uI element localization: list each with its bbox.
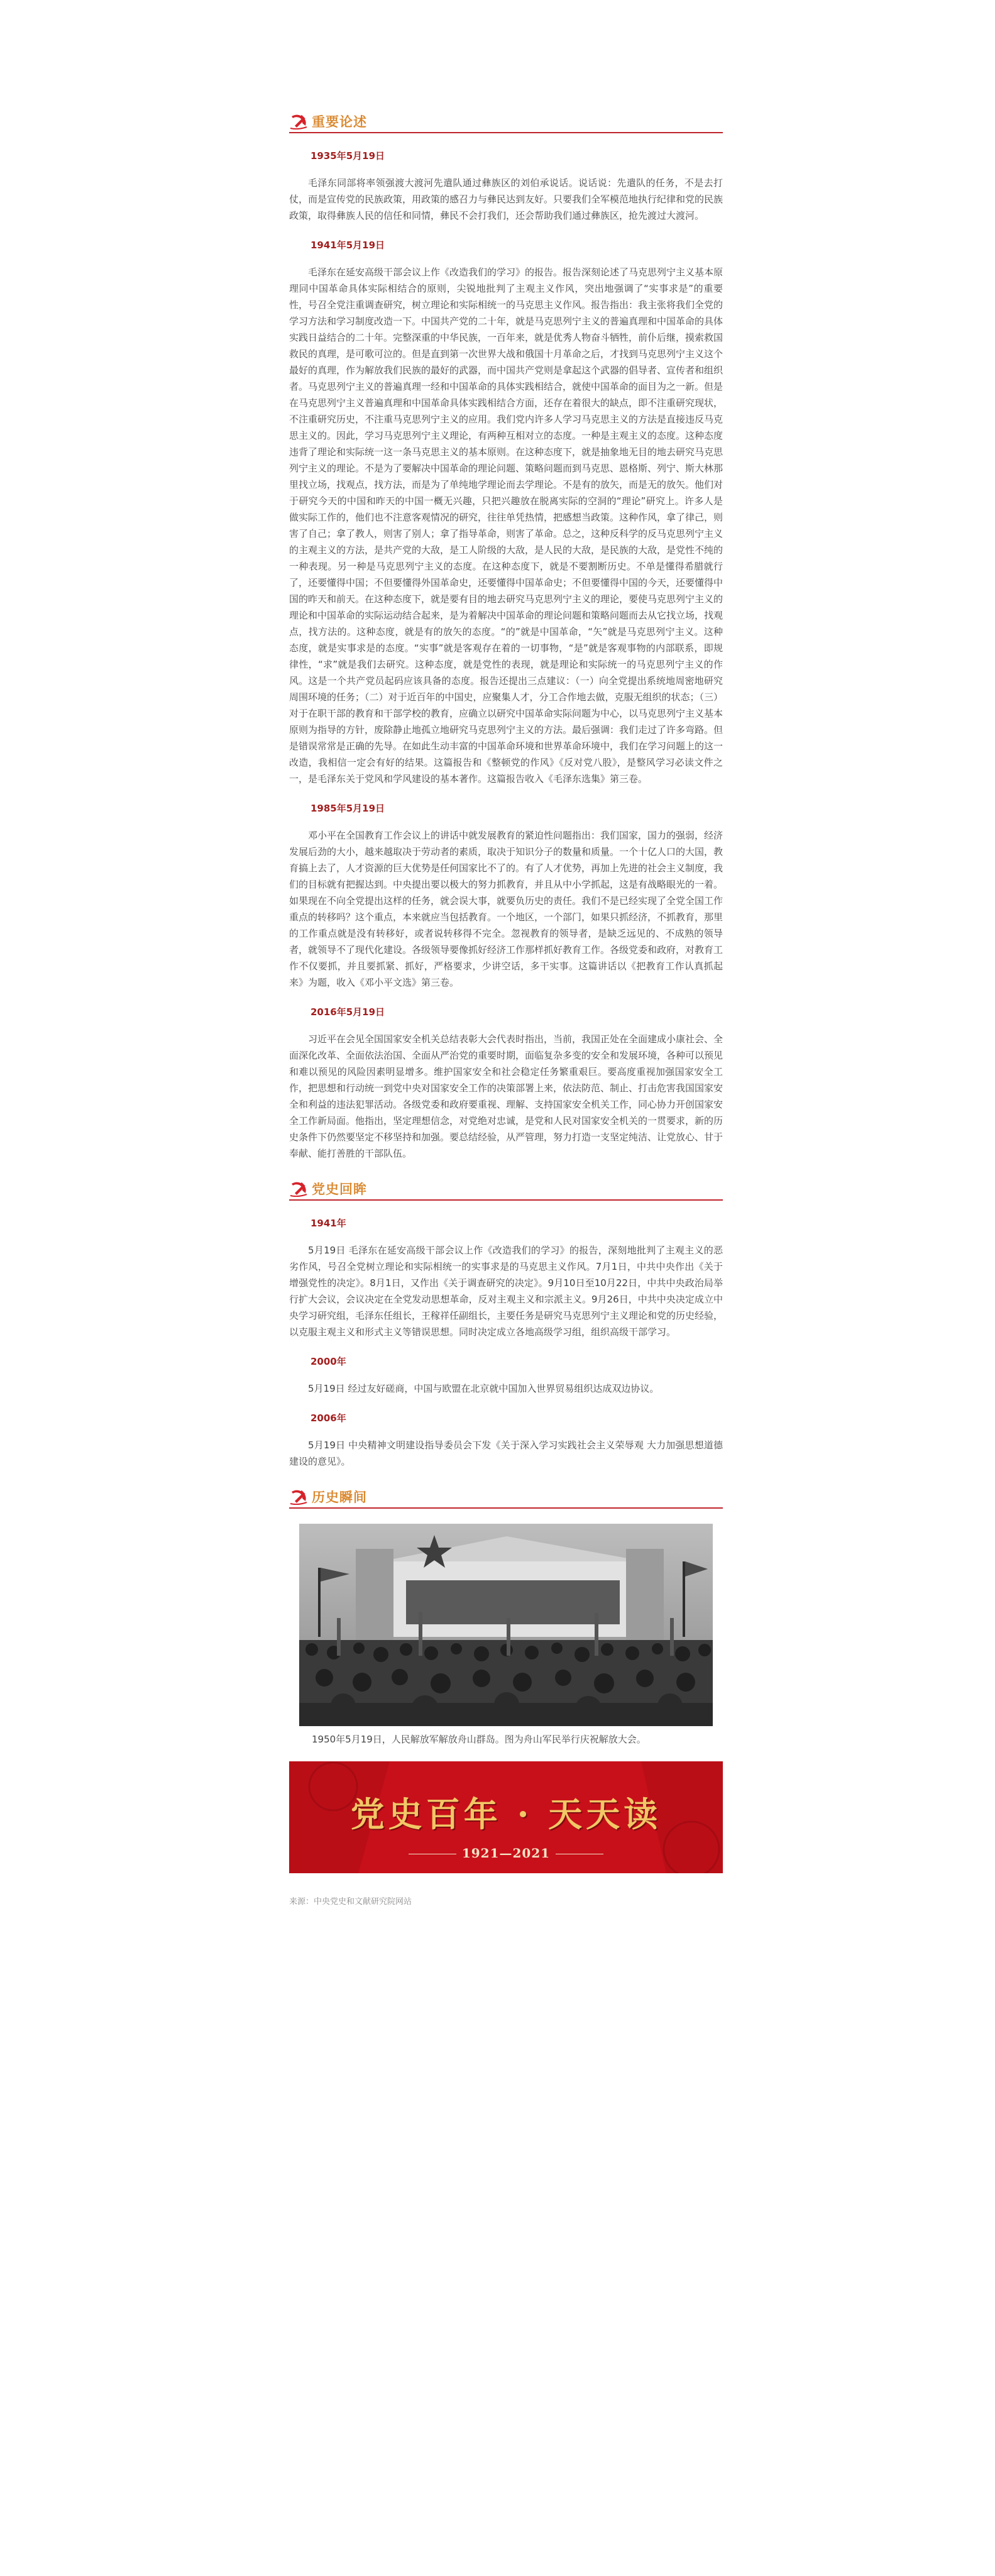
rally-photo-image: [299, 1524, 713, 1726]
entry: [289, 1006, 723, 1162]
section-header-history: [289, 1178, 723, 1202]
entry-text: 毛泽东同部将率领强渡大渡河先遣队通过彝族区的刘伯承说话。说话说：先遣队的任务，不是去打仗，而是宣传党的民族政策，用政策的感召力与彝民达到友好。只要我们全军模范地执行纪律和党的民族政策，取得彝族人民的信任和同情，彝民不会打我们，还会帮助我们通过彝族区，抢先渡过大渡河。: [289, 177, 723, 221]
photo-caption: 1950年5月19日，人民解放军解放舟山群岛。图为舟山军民举行庆祝解放大会。: [312, 1734, 646, 1745]
entry: [289, 150, 723, 224]
section-title: 重要论述: [312, 114, 367, 129]
entry-text: 习近平在会见全国国家安全机关总结表彰大会代表时指出，当前，我国正处在全面建成小康社会、全面深化改革、全面依法治国、全面从严治党的重要时期，面临复杂多变的安全和发展环境，各种可以预见和难以预见的风险因素明显增多。维护国家安全和社会稳定任务繁重艰巨。要高度重视加强国家安全工作，把思想和行动统一到党中央对国家安全工作的决策部署上来，依法防范、制止、打击危害我国国家安全和利益的违法犯罪活动。各级党委和政府要重视、理解、支持国家安全机关工作，同心协力开创国家安全工作新局面。他指出，坚定理想信念，对党绝对忠诚，是党和人民对国家安全机关的一贯要求，新的历史条件下仍然要坚定不移坚持和加强。要总结经验，从严管理，努力打造一支坚定纯洁、让党放心、甘于奉献、能打善胜的干部队伍。: [289, 1033, 723, 1159]
section-divider: [289, 132, 723, 133]
section-divider: [289, 1199, 723, 1201]
entry: [289, 1355, 723, 1397]
entry-date: 2016年5月19日: [311, 1006, 385, 1018]
entry-text: 毛泽东在延安高级干部会议上作《改造我们的学习》的报告。报告深刻论述了马克思列宁主义基本原理同中国革命具体实际相结合的原则，尖锐地批判了主观主义作风，突出地强调了“实事求是”的重要性，号召全党注重调查研究，树立理论和实际相统一的马克思主义作风。报告指出：我主张将我们全党的学习方法和学习制度改造一下。中国共产党的二十年，就是马克思列宁主义的普遍真理和中国革命的具体实践日益结合的二十年。完整深重的中华民族，一百年来，就是优秀人物奋斗牺牲，前仆后继，摸索救国救民的真理，是可歌可泣的。但是直到第一次世界大战和俄国十月革命之后，才找到马克思列宁主义这个最好的真理，作为解放我们民族的最好的武器，而中国共产党则是拿起这个武器的倡导者、宣传者和组织者。马克思列宁主义的普遍真理一经和中国革命的具体实践相结合，就使中国革命的面目为之一新。但是在马克思列宁主义普遍真理和中国革命具体实践相结合方面，还存在着很大的缺点，即不注重研究现状，不注重研究历史，不注重马克思列宁主义的应用。我们党内许多人学习马克思主义的方法是直接违反马克思主义的。因此，学习马克思列宁主义理论，有两种互相对立的态度。一种是主观主义的态度。这种态度违背了理论和实际统一这一条马克思主义的基本原则。在这种态度下，就是抽象地无目的地去研究马克思列宁主义的理论。不是为了要解决中国革命的理论问题、策略问题而到马克思、恩格斯、列宁、斯大林那里找立场，找观点，找方法，而是为了单纯地学理论而去学理论。不是有的放矢，而是无的放矢。他们对于研究今天的中国和昨天的中国一概无兴趣，只把兴趣放在脱离实际的空洞的“理论”研究上。许多人是做实际工作的，他们也不注意客观情况的研究，往往单凭热情，把感想当政策。这种作风，拿了律己，则害了自己；拿了教人，则害了别人；拿了指导革命，则害了革命。总之，这种反科学的反马克思列宁主义的主观主义的方法，是共产党的大敌，是工人阶级的大敌，是人民的大敌，是民族的大敌，是党性不纯的一种表现。另一种是马克思列宁主义的态度。在这种态度下，就是不要割断历史。不单是懂得希腊就行了，还要懂得中国；不但要懂得外国革命史，还要懂得中国革命史；不但要懂得中国的今天，还要懂得中国的昨天和前天。在这种态度下，就是要有目的地去研究马克思列宁主义的理论，要使马克思列宁主义的理论和中国革命的实际运动结合起来，是为着解决中国革命的理论问题和策略问题而去从它找立场，找观点，找方法的。这种态度，就是有的放矢的态度。“的”就是中国革命，“矢”就是马克思列宁主义。这种态度，就是实事求是的态度。“实事”就是客观存在着的一切事物，“是”就是客观事物的内部联系，即规律性，“求”就是我们去研究。这种态度，就是党性的表现，就是理论和实际统一的马克思列宁主义的作风。这是一个共产党员起码应该具备的态度。报告还提出三点建议：（一）向全党提出系统地周密地研究周围环境的任务；（二）对于近百年的中国史，应聚集人才，分工合作地去做，克服无组织的状态；（三）对于在职干部的教育和干部学校的教育，应确立以研究中国革命实际问题为中心，以马克思列宁主义基本原则为指导的方针，废除静止地孤立地研究马克思列宁主义的方法。最后强调：我们走过了许多弯路。但是错误常常是正确的先导。在如此生动丰富的中国革命环境和世界革命环境中，我们在学习问题上的这一改造，我相信一定会有好的结果。这篇报告和《整顿党的作风》《反对党八股》，是整风学习必读文件之一，是毛泽东关于党风和学风建设的基本著作。这篇报告收入《毛泽东选集》第三卷。: [289, 267, 723, 784]
section-divider: [289, 1507, 723, 1509]
entry-date: 1985年5月19日: [311, 803, 385, 814]
entry: [289, 239, 723, 787]
entry-date: 1935年5月19日: [311, 150, 385, 162]
entry: [289, 1217, 723, 1340]
banner-years: 1921—2021: [461, 1846, 551, 1861]
entry: [289, 802, 723, 991]
party-emblem-icon: [289, 1489, 308, 1505]
section-header-moment: [289, 1486, 723, 1510]
entry-text: 5月19日 经过友好磋商，中国与欧盟在北京就中国加入世界贸易组织达成双边协议。: [308, 1383, 659, 1394]
source-note: 来源：中央党史和文献研究院网站: [289, 1897, 412, 1907]
entry-text: 5月19日 毛泽东在延安高级干部会议上作《改造我们的学习》的报告，深刻地批判了主观主义的恶劣作风，号召全党树立理论和实际相统一的实事求是的马克思主义作风。7月1日，中共中央作出《关于增强党性的决定》。8月1日，又作出《关于调查研究的决定》。9月10日至10月22日，中共中央政治局举行扩大会议，会议决定在全党发动思想革命，反对主观主义和宗派主义。9月26日，中共中央决定成立中央学习研究组，毛泽东任组长，王稼祥任副组长，主要任务是研究马克思列宁主义理论和党的历史经验，以克服主观主义和形式主义等错误思想。同时决定成立各地高级学习组，组织高级干部学习。: [289, 1245, 723, 1338]
entry-date: 2000年: [311, 1356, 346, 1367]
section-header-quotes: [289, 111, 723, 135]
entry-date: 2006年: [311, 1412, 346, 1424]
entry-date: 1941年5月19日: [311, 239, 385, 251]
section-title: 历史瞬间: [312, 1490, 367, 1505]
series-banner: [289, 1761, 723, 1873]
party-emblem-icon: [289, 1181, 308, 1197]
entry-date: 1941年: [311, 1218, 346, 1229]
historical-photo: [299, 1524, 713, 1726]
party-emblem-icon: [289, 113, 308, 129]
article: [289, 101, 723, 1907]
entry-text: 5月19日 中央精神文明建设指导委员会下发《关于深入学习实践社会主义荣辱观 大力加强思想道德建设的意见》。: [289, 1439, 723, 1467]
entry-text: 邓小平在全国教育工作会议上的讲话中就发展教育的紧迫性问题指出：我们国家，国力的强弱，经济发展后劲的大小，越来越取决于劳动者的素质，取决于知识分子的数量和质量。一个十亿人口的大国，教育搞上去了，人才资源的巨大优势是任何国家比不了的。有了人才优势，再加上先进的社会主义制度，我们的目标就有把握达到。中央提出要以极大的努力抓教育，并且从中小学抓起，这是有战略眼光的一着。如果现在不向全党提出这样的任务，就会误大事，就要负历史的责任。我们不是已经实现了全党全国工作重点的转移吗？这个重点，本来就应当包括教育。一个地区，一个部门，如果只抓经济，不抓教育，那里的工作重点就是没有转移好，或者说转移得不完全。忽视教育的领导者，是缺乏远见的、不成熟的领导者，就领导不了现代化建设。各级领导要像抓好经济工作那样抓好教育工作。各级党委和政府，对教育工作不仅要抓，并且要抓紧、抓好，严格要求，少讲空话，多干实事。这篇讲话以《把教育工作认真抓起来》为题，收入《邓小平文选》第三卷。: [289, 830, 723, 988]
banner-title: 党史百年 · 天天读: [350, 1794, 662, 1834]
section-title: 党史回眸: [312, 1182, 367, 1197]
entry: [289, 1412, 723, 1470]
